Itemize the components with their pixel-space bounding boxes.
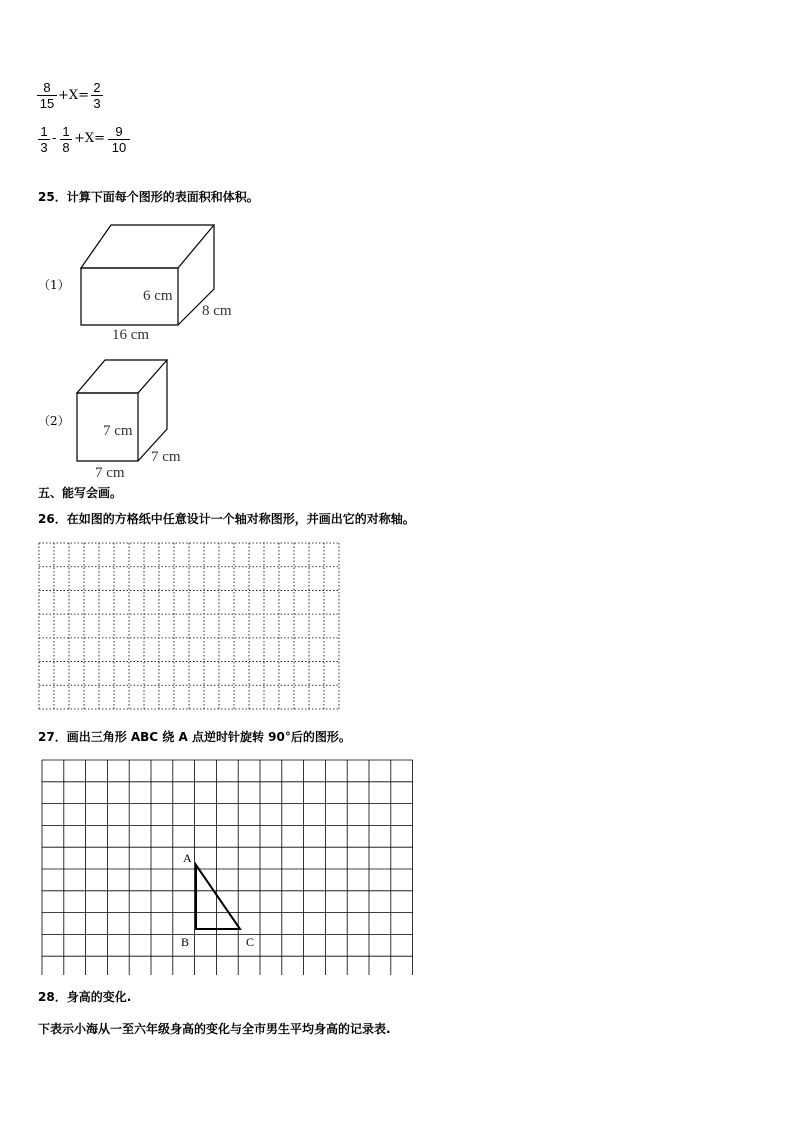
length-label: 16 cm: [112, 327, 150, 343]
question-28-title: 28．身高的变化.: [38, 990, 132, 1004]
depth-label: 8 cm: [202, 303, 232, 319]
denominator: 3: [93, 96, 101, 111]
question-26-title: 26．在如图的方格纸中任意设计一个轴对称图形，并画出它的对称轴。: [38, 512, 415, 526]
question-25-title: 25．计算下面每个图形的表面积和体积。: [38, 190, 259, 204]
denominator: 3: [40, 140, 48, 155]
length-label: 7 cm: [95, 465, 125, 481]
section-5-title: 五、能写会画。: [38, 486, 123, 500]
numerator: 9: [108, 124, 130, 140]
square-grid-paper[interactable]: [41, 759, 419, 975]
depth-label: 7 cm: [151, 449, 181, 465]
operator: -: [52, 131, 57, 146]
denominator: 10: [111, 140, 127, 155]
point-a-label: A: [183, 851, 192, 865]
numerator: 1: [38, 124, 50, 140]
cuboid-top-face: [81, 225, 214, 268]
grid-lines: [42, 760, 413, 975]
fraction: [38, 124, 50, 155]
question-27-title: 27．画出三角形 ABC 绕 A 点逆时针旋转 90°后的图形。: [38, 730, 351, 744]
height-label: 7 cm: [103, 423, 133, 439]
figure-2-label: （2）: [38, 414, 70, 428]
denominator: 15: [39, 96, 55, 111]
cube-figure: [70, 355, 200, 482]
height-label: 6 cm: [143, 288, 173, 304]
numerator: 2: [91, 80, 103, 96]
fraction: [91, 80, 103, 111]
fraction: [60, 124, 72, 155]
numerator: 1: [60, 124, 72, 140]
figure-1-label: （1）: [38, 278, 70, 292]
dotted-grid-paper[interactable]: [38, 542, 340, 710]
fraction: [37, 80, 57, 111]
fraction: [108, 124, 130, 155]
question-28-description: 下表示小海从一至六年级身高的变化与全市男生平均身高的记录表.: [38, 1022, 391, 1036]
cuboid-figure: [70, 218, 250, 348]
denominator: 8: [62, 140, 70, 155]
cube-top-face: [77, 360, 167, 393]
operator: +X=: [58, 88, 90, 103]
triangle-abc: [196, 865, 240, 929]
point-b-label: B: [181, 935, 190, 949]
cube-side-face: [138, 360, 167, 461]
numerator: 8: [37, 80, 57, 96]
point-c-label: C: [246, 935, 255, 949]
operator: +X=: [74, 131, 106, 146]
